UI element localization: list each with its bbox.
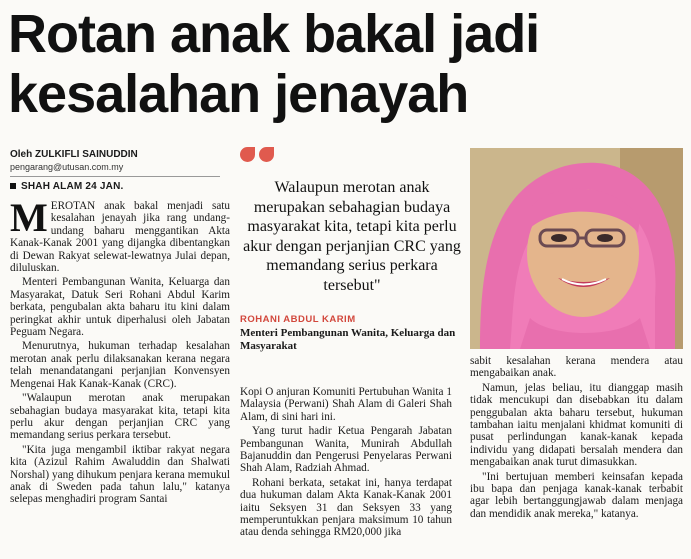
paragraph: "Kita juga mengambil iktibar rakyat negara kita (Azizul Rahim Awaluddin dan Shalwati Norshal) yang dihukum penjara kerana memukul anak di Sweden pada tahun lalu," katanya selepas menghadiri program Santai (10, 443, 230, 506)
paragraph: "Ini bertujuan memberi keinsafan kepada ibu bapa dan penjaga kanak-kanak terbabit agar lebih bertanggungjawab dalam menjaga dan mendidik anak mereka," katanya. (470, 470, 683, 520)
quote-marks-icon (240, 147, 278, 167)
byline-author: Oleh ZULKIFLI SAINUDDIN (10, 149, 138, 160)
article-column-3 (470, 355, 683, 522)
byline-divider (10, 176, 220, 177)
paragraph: "Walaupun merotan anak merupakan sebahagian budaya masyarakat kita, tetapi kita perlu akur dengan perjanjian CRC yang memandang serius perkara tersebut. (10, 392, 230, 442)
paragraph: Yang turut hadir Ketua Pengarah Jabatan Pembangunan Wanita, Munirah Abdullah Bajanuddin dan Pengerusi Penyelaras Perwani Shah Alam, Radziah Ahmad. (240, 425, 452, 475)
pullquote-role: Menteri Pembangunan Wanita, Keluarga dan Masyarakat (240, 327, 456, 352)
pullquote-text: Walaupun merotan anak merupakan sebahagian budaya masyarakat kita, tetapi kita perlu akur dengan perjanjian CRC yang memandang serius perkara tersebut" (243, 179, 461, 294)
pullquote-name: ROHANI ABDUL KARIM (240, 314, 356, 325)
article-column-1 (10, 195, 230, 508)
paragraph: sabit kesalahan kerana mendera atau mengabaikan anak. (470, 355, 683, 380)
dateline-text: SHAH ALAM 24 JAN. (21, 181, 124, 192)
drop-cap: M (10, 195, 48, 240)
portrait-illustration-icon (470, 148, 683, 349)
portrait-photo (470, 148, 683, 349)
paragraph: EROTAN anak bakal menjadi satu kesalahan jenayah jika rang undang-undang baharu menggantikan Akta Kanak-Kanak 2001 yang dijangka dibentangkan di Dewan Rakyat selewat-lewatnya Julai depan, diluluskan. (10, 200, 230, 275)
headline (8, 4, 688, 124)
square-bullet-icon (10, 183, 16, 189)
byline (10, 149, 138, 172)
paragraph: Namun, jelas beliau, itu dianggap masih tidak mencukupi dan disebabkan itu dalam penggubalan akta baharu tersebut, hukuman tambahan iaitu menjalani khidmat komuniti di pusat perlindungan kanak-kanak kepada individu yang didapati bersalah mendera dan mengabaikan anak turut dimasukkan. (470, 381, 683, 469)
byline-email: pengarang@utusan.com.my (10, 162, 124, 172)
paragraph: Menteri Pembangunan Wanita, Keluarga dan Masyarakat, Datuk Seri Rohani Abdul Karim berkata, pengubalan akta baharu itu kini dalam peringkat akhir untuk diperhalusi oleh Jabatan Peguam Negara. (10, 276, 230, 339)
headline-line-2: kesalahan jenayah (8, 64, 469, 124)
paragraph: Menurutnya, hukuman terhadap kesalahan merotan anak perlu dilaksanakan kerana negara telah menandatangani perjanjian Konvensyen Mengenai Hak Kanak-Kanak (CRC). (10, 340, 230, 390)
article-column-2 (240, 386, 452, 541)
dateline (10, 181, 124, 192)
paragraph: Kopi O anjuran Komuniti Pertubuhan Wanita 1 Malaysia (Perwani) Shah Alam di Galeri Shah Alam, di sini hari ini. (240, 386, 452, 423)
headline-line-1: Rotan anak bakal jadi (8, 4, 540, 64)
paragraph: Rohani berkata, setakat ini, hanya terdapat dua hukuman dalam Akta Kanak-Kanak 2001 iaitu Seksyen 31 dan Seksyen 33 yang memperuntukkan penjara maksimum 10 tahun atau denda sehingga RM20,000 jika (240, 476, 452, 539)
